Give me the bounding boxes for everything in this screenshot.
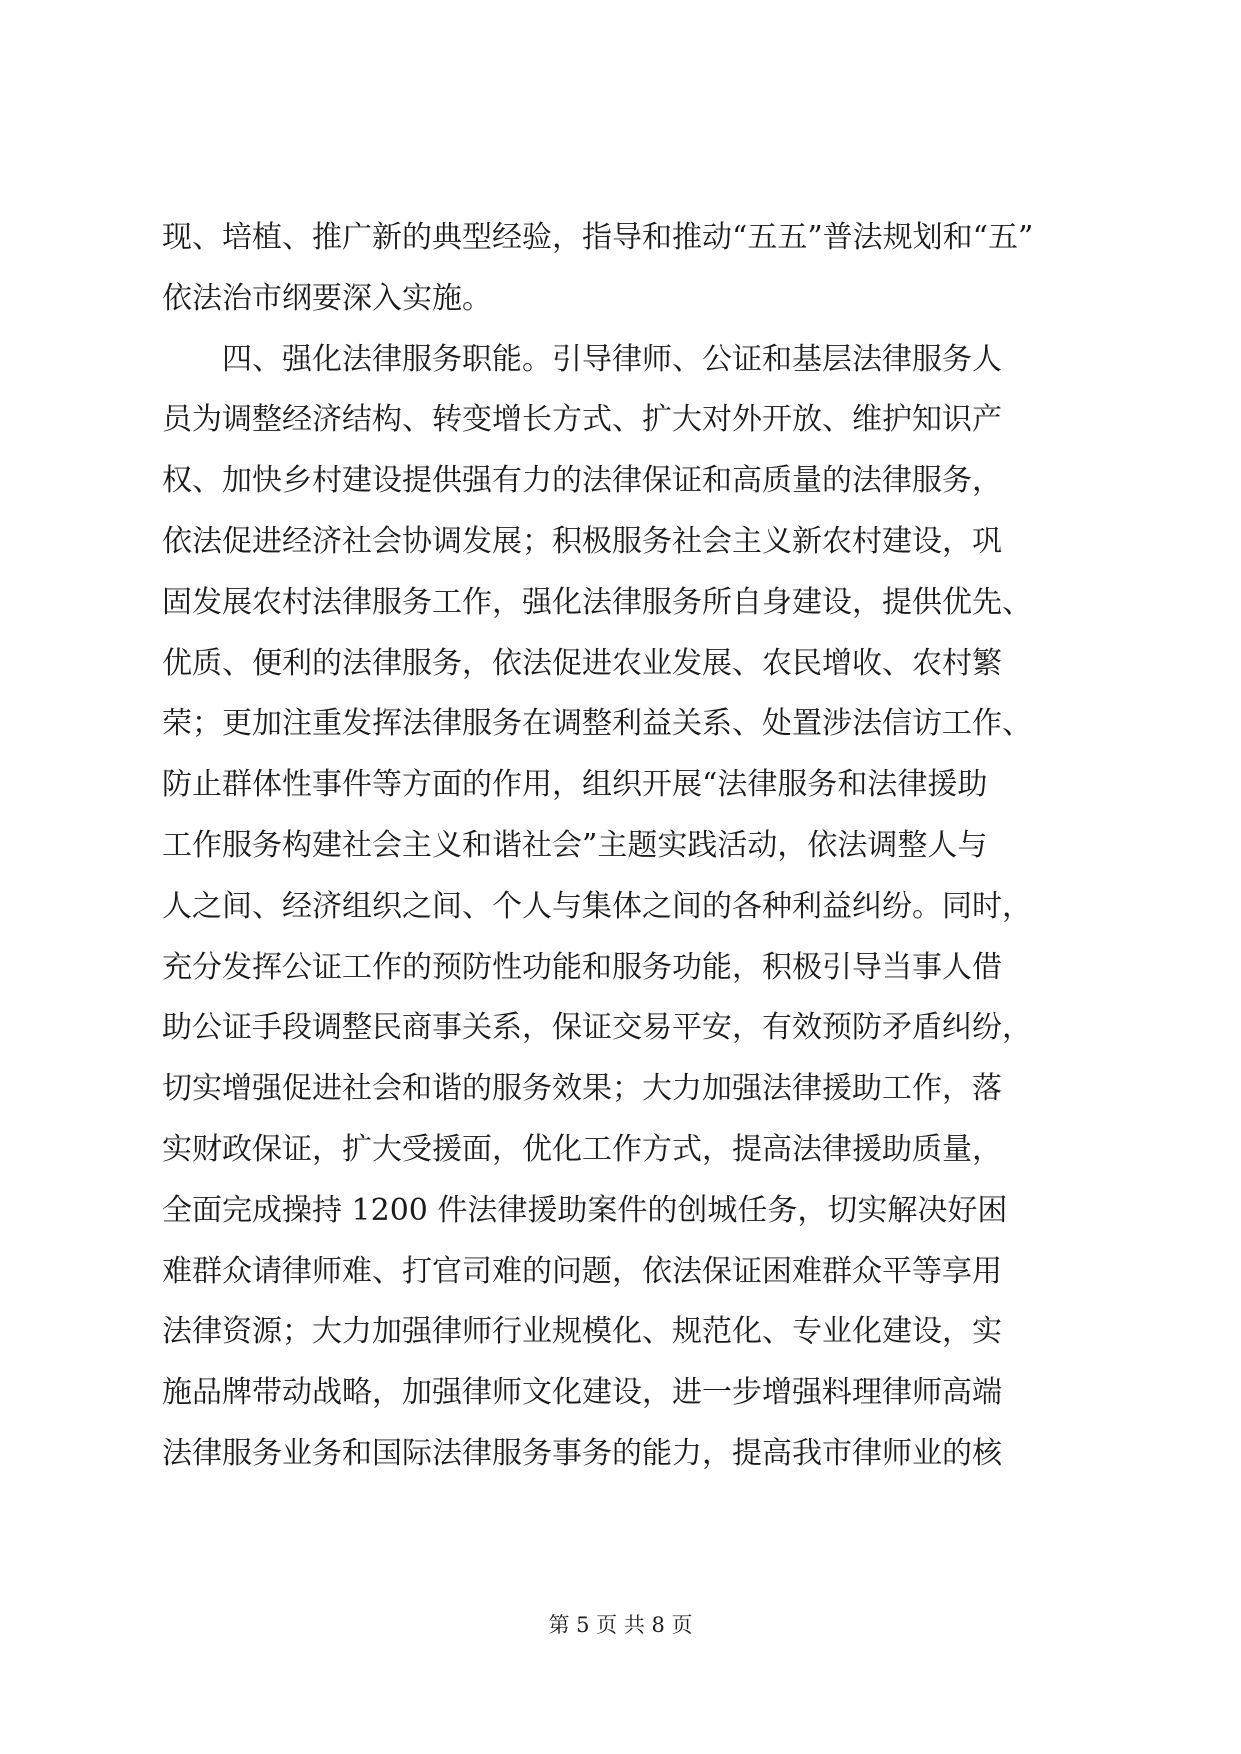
text-line: 员为调整经济结构、转变增长方式、扩大对外开放、维护知识产 xyxy=(162,402,1002,438)
text-line: 依法促进经济社会协调发展；积极服务社会主义新农村建设，巩 xyxy=(162,523,1002,559)
text-line: 依法治市纲要深入实施。 xyxy=(162,280,492,316)
text-line: 优质、便利的法律服务，依法促进农业发展、农民增收、农村繁 xyxy=(162,645,1002,681)
text-line: 难群众请律师难、打官司难的问题，依法保证困难群众平等享用 xyxy=(162,1253,1002,1289)
text-line: 权、加快乡村建设提供强有力的法律保证和高质量的法律服务， xyxy=(162,463,1002,499)
text-line: 人之间、经济组织之间、个人与集体之间的各种利益纠纷。同时， xyxy=(162,888,1032,924)
text-line: 全面完成操持 1200 件法律援助案件的创城任务，切实解决好困 xyxy=(162,1192,1008,1228)
text-line: 法律资源；大力加强律师行业规模化、规范化、专业化建设，实 xyxy=(162,1314,1002,1350)
text-line: 法律服务业务和国际法律服务事务的能力，提高我市律师业的核 xyxy=(162,1435,1002,1471)
text-line: 现、培植、推广新的典型经验，指导和推动“五五”普法规划和“五” xyxy=(162,220,1034,255)
text-line: 防止群体性事件等方面的作用，组织开展“法律服务和法律援助 xyxy=(162,767,988,803)
text-line: 助公证手段调整民商事关系，保证交易平安，有效预防矛盾纠纷， xyxy=(162,1010,1032,1046)
text-line: 实财政保证，扩大受援面，优化工作方式，提高法律援助质量， xyxy=(162,1131,1002,1167)
text-line: 工作服务构建社会主义和谐社会”主题实践活动，依法调整人与 xyxy=(162,827,988,863)
text-line: 固发展农村法律服务工作，强化法律服务所自身建设，提供优先、 xyxy=(162,584,1032,620)
paragraph-heading-line: 四、强化法律服务职能。引导律师、公证和基层法律服务人 xyxy=(222,341,1002,377)
page-number-footer: 第 5 页 共 8 页 xyxy=(548,1613,693,1637)
text-line: 荣；更加注重发挥法律服务在调整利益关系、处置涉法信访工作、 xyxy=(162,706,1032,742)
text-line: 施品牌带动战略，加强律师文化建设，进一步增强料理律师高端 xyxy=(162,1375,1002,1411)
text-line: 充分发挥公证工作的预防性功能和服务功能，积极引导当事人借 xyxy=(162,949,1002,985)
document-body xyxy=(162,208,1080,1485)
text-line: 切实增强促进社会和谐的服务效果；大力加强法律援助工作，落 xyxy=(162,1071,1002,1107)
